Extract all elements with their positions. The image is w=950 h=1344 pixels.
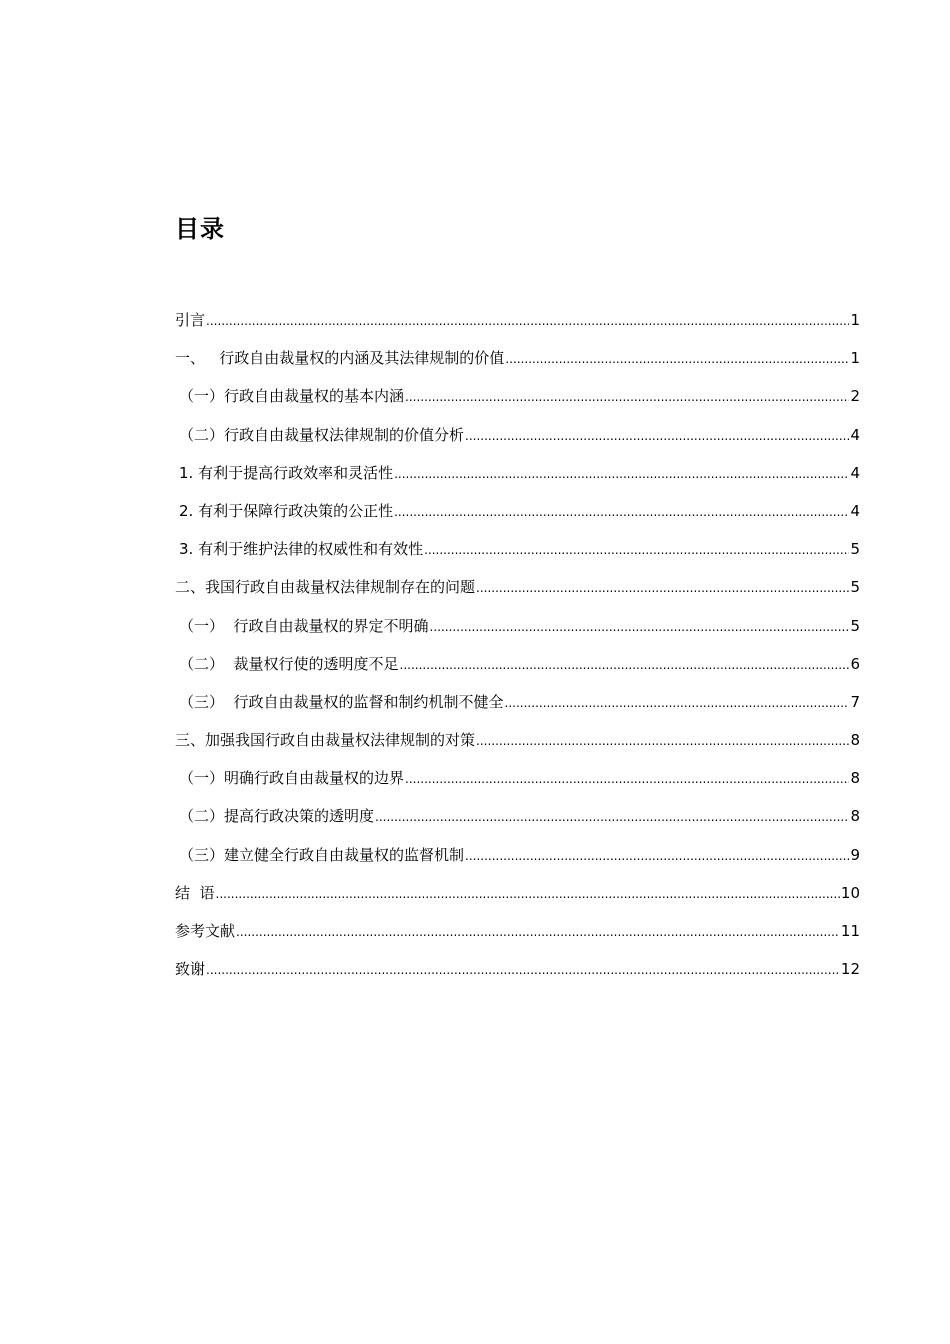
toc-entry-page: 8 xyxy=(850,769,860,788)
toc-leader-dots xyxy=(206,957,840,983)
toc-entry-text: 引言 xyxy=(175,311,206,329)
toc-entry-page: 4 xyxy=(850,501,860,520)
toc-entry-text: （三）建立健全行政自由裁量权的监督机制 xyxy=(179,845,465,864)
toc-entry-page: 1 xyxy=(850,349,860,368)
toc-entry-page: 5 xyxy=(850,616,860,635)
toc-leader-dots xyxy=(465,843,849,869)
toc-entry-text: （一）行政自由裁量权的基本内涵 xyxy=(179,387,405,406)
toc-entry-page: 5 xyxy=(850,578,860,597)
toc-leader-dots xyxy=(505,690,850,716)
toc-leader-dots xyxy=(375,804,849,830)
toc-entry-text: 三、加强我国行政自由裁量权法律规制的对策 xyxy=(175,731,476,750)
toc-entry[interactable] xyxy=(175,765,860,803)
toc-entry[interactable] xyxy=(175,307,860,345)
toc-entry-text: （三） 行政自由裁量权的监督和制约机制不健全 xyxy=(179,692,504,711)
toc-entry-text: （一） 行政自由裁量权的界定不明确 xyxy=(179,616,429,635)
toc-leader-dots xyxy=(236,919,840,945)
toc-leader-dots xyxy=(394,461,849,487)
toc-entry-text: 二、我国行政自由裁量权法律规制存在的问题 xyxy=(175,578,476,597)
toc-entry[interactable] xyxy=(175,918,860,956)
toc-entry[interactable] xyxy=(175,956,860,994)
toc-title: 目录 xyxy=(175,215,225,243)
toc-leader-dots xyxy=(430,614,850,640)
toc-leader-dots xyxy=(405,384,849,410)
toc-entry-page: 12 xyxy=(840,960,860,979)
toc-entry-page: 9 xyxy=(850,845,860,864)
toc-entry-page: 8 xyxy=(850,807,860,826)
toc-entry-page: 4 xyxy=(850,425,860,444)
toc-entry-page: 6 xyxy=(850,654,860,673)
toc-leader-dots xyxy=(405,766,849,792)
toc-leader-dots xyxy=(216,881,840,907)
toc-entry-page: 4 xyxy=(850,463,860,482)
toc-entry-page: 11 xyxy=(840,922,860,940)
toc-entry-text: （二） 裁量权行使的透明度不足 xyxy=(179,654,399,673)
toc-entry-text: 致谢 xyxy=(175,960,206,979)
toc-entry-text: 2. 有利于保障行政决策的公正性 xyxy=(179,501,394,520)
toc-leader-dots xyxy=(476,575,849,601)
toc-entry-page: 10 xyxy=(840,883,860,902)
toc-entry[interactable] xyxy=(175,727,860,765)
toc-entry[interactable] xyxy=(175,613,860,651)
toc-entry[interactable] xyxy=(175,651,860,689)
toc-leader-dots xyxy=(476,728,849,754)
toc-entry-text: （一）明确行政自由裁量权的边界 xyxy=(179,769,405,788)
toc-leader-dots xyxy=(206,308,849,334)
toc-entry-text: 1. 有利于提高行政效率和灵活性 xyxy=(179,463,394,482)
toc-entry-page: 2 xyxy=(850,387,860,406)
toc-entry[interactable] xyxy=(175,803,860,841)
toc-leader-dots xyxy=(465,423,849,449)
toc-entry[interactable] xyxy=(175,498,860,536)
toc-entry[interactable] xyxy=(175,689,860,727)
toc-entry-text: 参考文献 xyxy=(175,922,236,940)
toc-entry[interactable] xyxy=(175,422,860,460)
toc-entry[interactable] xyxy=(175,880,860,918)
toc-entry[interactable] xyxy=(175,345,860,383)
toc-entry-text: （二）提高行政决策的透明度 xyxy=(179,807,375,826)
toc-entry-text: （二）行政自由裁量权法律规制的价值分析 xyxy=(179,425,465,444)
toc-entry[interactable] xyxy=(175,383,860,421)
toc-entry-text: 3. 有利于维护法律的权威性和有效性 xyxy=(179,540,424,559)
toc-leader-dots xyxy=(394,499,849,525)
toc-entry-text: 一、 行政自由裁量权的内涵及其法律规制的价值 xyxy=(175,349,505,368)
toc-entry[interactable] xyxy=(175,460,860,498)
toc-entry-page: 7 xyxy=(850,692,860,711)
toc-entry-page: 1 xyxy=(850,311,860,329)
toc-entry-page: 8 xyxy=(850,731,860,750)
toc-entry[interactable] xyxy=(175,536,860,574)
toc-leader-dots xyxy=(424,537,849,563)
toc-entry[interactable] xyxy=(175,842,860,880)
toc-leader-dots xyxy=(400,652,850,678)
toc-leader-dots xyxy=(505,346,849,372)
toc-list xyxy=(175,307,860,994)
toc-entry[interactable] xyxy=(175,574,860,612)
toc-entry-text: 结 语 xyxy=(175,883,215,902)
toc-entry-page: 5 xyxy=(850,540,860,559)
